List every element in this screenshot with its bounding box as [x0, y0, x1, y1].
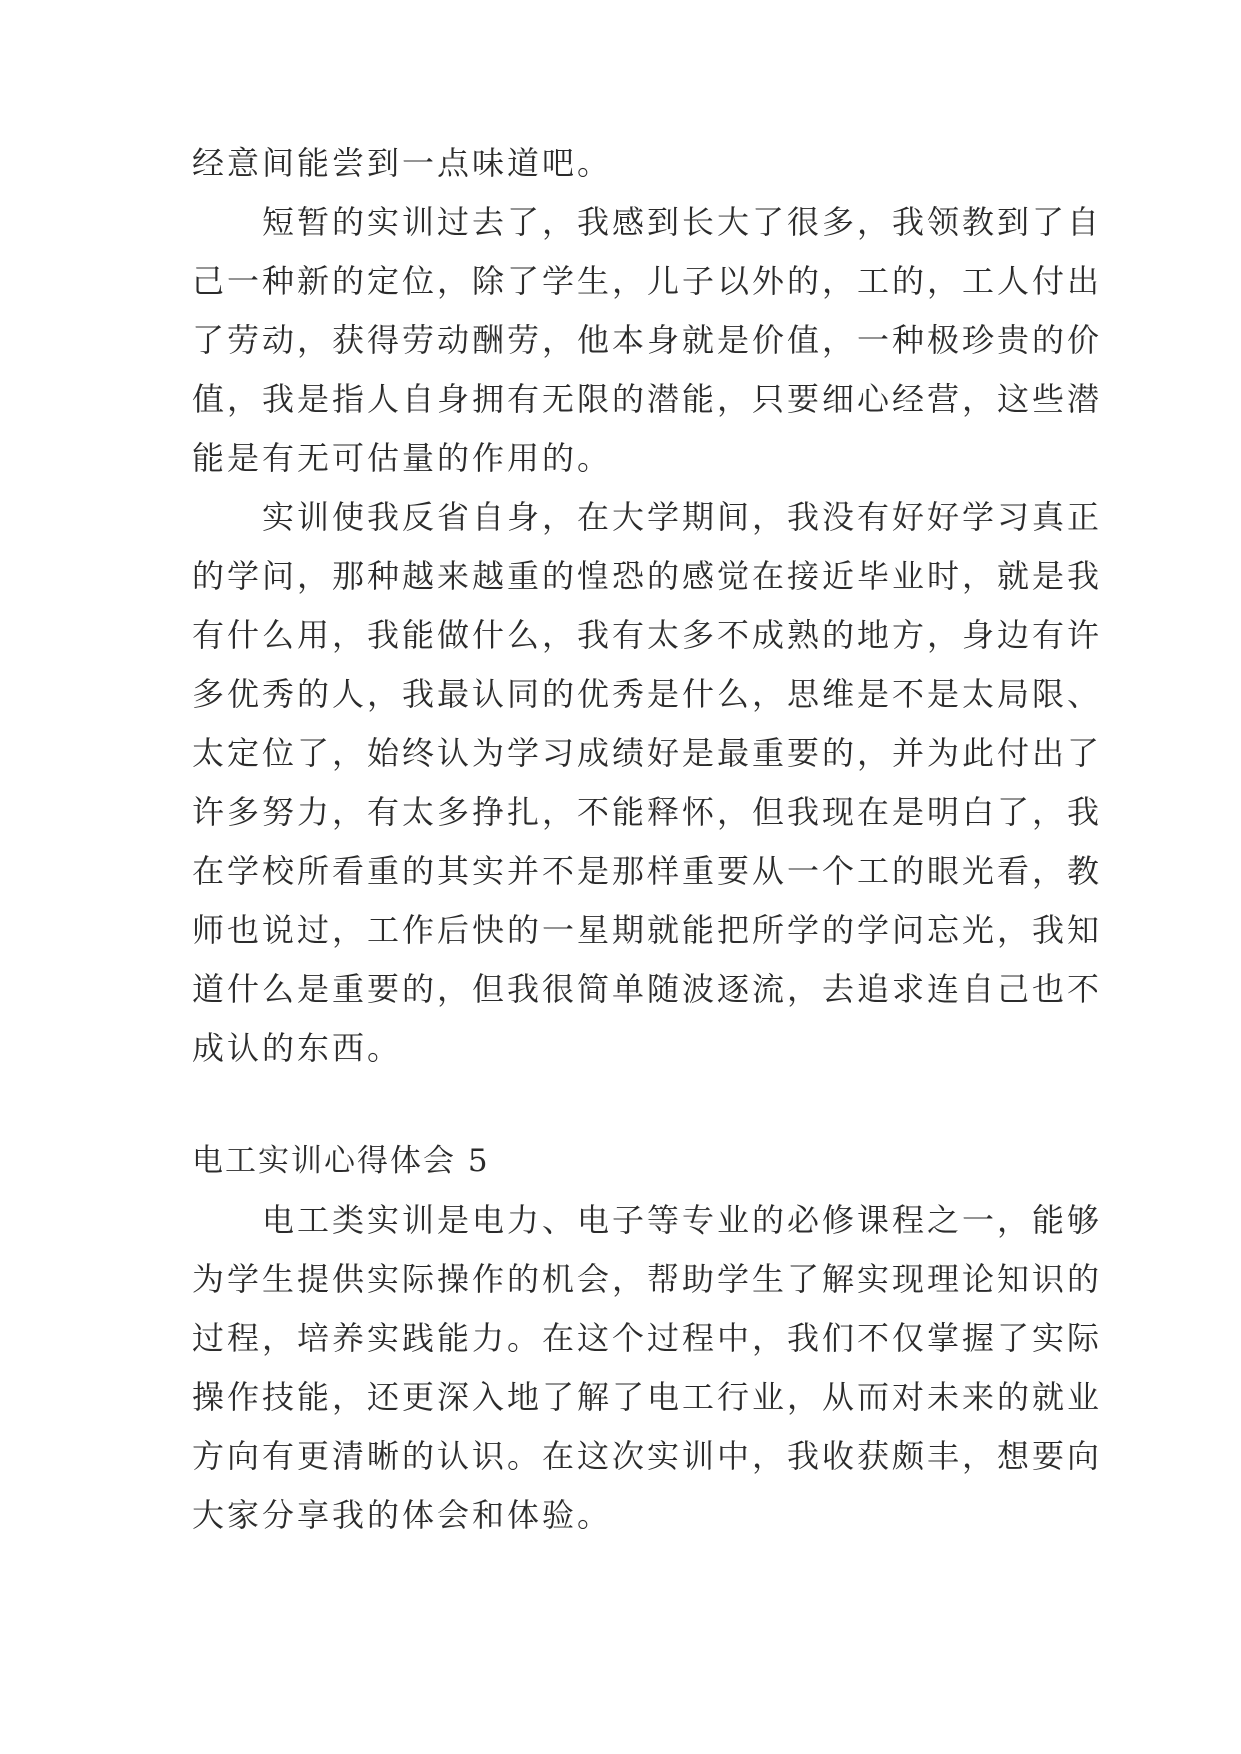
text-line: 经意间能尝到一点味道吧。 [192, 144, 613, 182]
text-line: 值，我是指人自身拥有无限的潜能，只要细心经营，这些潜 [192, 380, 1103, 418]
text-line: 在学校所看重的其实并不是那样重要从一个工的眼光看，教 [192, 852, 1103, 890]
paragraph-section-body [192, 1191, 1103, 1545]
text-line: 短暂的实训过去了，我感到长大了很多，我领教到了自 [262, 203, 1103, 241]
text-line: 为学生提供实际操作的机会，帮助学生了解实现理论知识的 [192, 1260, 1103, 1298]
section-title: 电工实训心得体会 5 [192, 1143, 490, 1179]
text-line: 己一种新的定位，除了学生，儿子以外的，工的，工人付出 [192, 262, 1103, 300]
text-line: 过程，培养实践能力。在这个过程中，我们不仅掌握了实际 [192, 1319, 1103, 1357]
text-line: 成认的东西。 [192, 1029, 403, 1067]
paragraph-continuation [192, 134, 1072, 193]
text-line: 师也说过，工作后快的一星期就能把所学的学问忘光，我知 [192, 911, 1103, 949]
text-line: 了劳动，获得劳动酬劳，他本身就是价值，一种极珍贵的价 [192, 321, 1103, 359]
text-line: 的学问，那种越来越重的惶恐的感觉在接近毕业时，就是我 [192, 557, 1103, 595]
text-line: 道什么是重要的，但我很简单随波逐流，去追求连自己也不 [192, 970, 1103, 1008]
text-line: 能是有无可估量的作用的。 [192, 439, 613, 477]
text-line: 方向有更清晰的认识。在这次实训中，我收获颇丰，想要向 [192, 1437, 1103, 1475]
paragraph-self-reflection [192, 488, 1103, 1078]
text-line: 操作技能，还更深入地了解了电工行业，从而对未来的就业 [192, 1378, 1103, 1416]
text-line: 实训使我反省自身，在大学期间，我没有好好学习真正 [262, 498, 1103, 536]
paragraph-short-training [192, 193, 1103, 488]
text-line: 有什么用，我能做什么，我有太多不成熟的地方，身边有许 [192, 616, 1103, 654]
text-line: 大家分享我的体会和体验。 [192, 1496, 613, 1534]
text-line: 太定位了，始终认为学习成绩好是最重要的，并为此付出了 [192, 734, 1103, 772]
text-line: 电工类实训是电力、电子等专业的必修课程之一，能够 [262, 1201, 1103, 1239]
text-line: 多优秀的人，我最认同的优秀是什么，思维是不是太局限、 [192, 675, 1103, 713]
text-line: 许多努力，有太多挣扎，不能释怀，但我现在是明白了，我 [192, 793, 1103, 831]
